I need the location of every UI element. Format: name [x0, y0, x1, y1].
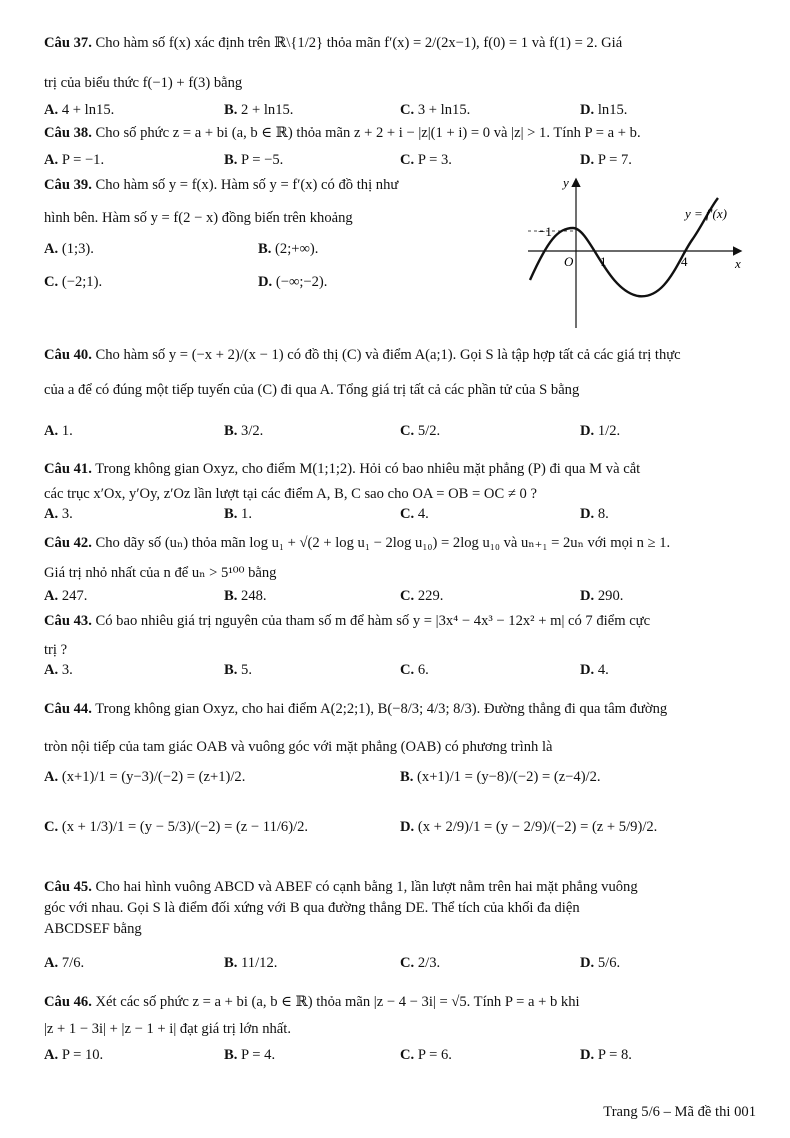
q38-option-b: B. P = −5. [224, 152, 284, 168]
q39-option-a: A. (1;3). [44, 241, 94, 257]
q45-stem-line3: ABCDSEF bằng [44, 921, 142, 937]
q40-option-d: D. 1/2. [580, 423, 621, 439]
q43-option-c: C. 6. [400, 662, 429, 678]
q40-option-b: B. 3/2. [224, 423, 264, 439]
q38-option-a: A. P = −1. [44, 152, 105, 168]
q46-option-a: A. P = 10. [44, 1047, 104, 1063]
q38-option-d: D. P = 7. [580, 152, 632, 168]
q44-option-a: A. (x+1)/1 = (y−3)/(−2) = (z+1)/2. [44, 769, 246, 785]
q41-option-c: C. 4. [400, 506, 429, 522]
q43-stem-line1: Câu 43. Có bao nhiêu giá trị nguyên của tham số m để hàm số y = |3x⁴ − 4x³ − 12x² + m| có 7 điểm cực [44, 613, 651, 629]
q40-stem-line1: Câu 40. Cho hàm số y = (−x + 2)/(x − 1) có đồ thị (C) và điểm A(a;1). Gọi S là tập hợp tất cả các giá trị thực [44, 347, 681, 363]
q42-option-b: B. 248. [224, 588, 267, 604]
q46-option-d: D. P = 8. [580, 1047, 632, 1063]
q37-stem-line1: Câu 37. Cho hàm số f(x) xác định trên ℝ\{1/2} thỏa mãn f′(x) = 2/(2x−1), f(0) = 1 và f(1) = 2. Giá [44, 35, 623, 51]
q45-option-a: A. 7/6. [44, 955, 85, 971]
q43-stem-line2: trị ? [44, 642, 68, 658]
q44-stem-line1: Câu 44. Trong không gian Oxyz, cho hai điểm A(2;2;1), B(−8/3; 4/3; 8/3). Đường thẳng đi qua tâm đường [44, 701, 668, 717]
q39-option-b: B. (2;+∞). [258, 241, 319, 257]
q45-option-d: D. 5/6. [580, 955, 621, 971]
q42-stem-line1: Câu 42. Cho dãy số (uₙ) thỏa mãn log u₁ + √(2 + log u₁ − 2log u₁₀) = 2log u₁₀ và uₙ₊₁ = 2uₙ với mọi n ≥ 1. [44, 535, 671, 551]
q41-option-b: B. 1. [224, 506, 252, 522]
q45-option-b: B. 11/12. [224, 955, 278, 971]
q41-stem-line1: Câu 41. Trong không gian Oxyz, cho điểm M(1;1;2). Hỏi có bao nhiêu mặt phẳng (P) đi qua M và cắt [44, 461, 641, 477]
q45-stem-line1: Câu 45. Cho hai hình vuông ABCD và ABEF có cạnh bằng 1, lần lượt nằm trên hai mặt phẳng vuông [44, 879, 638, 895]
q37-option-a: A. 4 + ln15. [44, 102, 115, 118]
origin-label: O [564, 254, 574, 269]
q37-option-d: D. ln15. [580, 102, 628, 118]
x-axis-label: x [735, 256, 741, 271]
tick-label-neg1: −1 [538, 224, 552, 239]
q37-stem-line2: trị của biểu thức f(−1) + f(3) bằng [44, 75, 243, 91]
q42-option-c: C. 229. [400, 588, 444, 604]
tick-label-4: 4 [681, 254, 688, 269]
q38-option-c: C. P = 3. [400, 152, 452, 168]
q43-option-a: A. 3. [44, 662, 73, 678]
q39-stem-line1: Câu 39. Cho hàm số y = f(x). Hàm số y = f′(x) có đồ thị như [44, 177, 399, 193]
q39-stem-line2: hình bên. Hàm số y = f(2 − x) đồng biến trên khoảng [44, 210, 353, 226]
q39-option-d: D. (−∞;−2). [258, 274, 328, 290]
q43-option-b: B. 5. [224, 662, 252, 678]
q44-stem-line2: tròn nội tiếp của tam giác OAB và vuông góc với mặt phẳng (OAB) có phương trình là [44, 739, 553, 755]
q44-option-d: D. (x + 2/9)/1 = (y − 2/9)/(−2) = (z + 5/9)/2. [400, 819, 658, 835]
q46-option-b: B. P = 4. [224, 1047, 276, 1063]
q44-option-b: B. (x+1)/1 = (y−8)/(−2) = (z−4)/2. [400, 769, 601, 785]
q45-option-c: C. 2/3. [400, 955, 441, 971]
curve-label: y = f′(x) [685, 206, 727, 221]
page-footer: Trang 5/6 – Mã đề thi 001 [603, 1104, 756, 1120]
q45-stem-line2: góc với nhau. Gọi S là điểm đối xứng với B qua đường thẳng DE. Thể tích của khối đa diện [44, 900, 580, 916]
y-axis-label: y [563, 175, 569, 190]
q42-option-a: A. 247. [44, 588, 88, 604]
q44-option-c: C. (x + 1/3)/1 = (y − 5/3)/(−2) = (z − 11/6)/2. [44, 819, 309, 835]
q46-stem-line2: |z + 1 − 3i| + |z − 1 + i| đạt giá trị lớn nhất. [44, 1021, 291, 1037]
q41-option-a: A. 3. [44, 506, 73, 522]
q37-option-c: C. 3 + ln15. [400, 102, 471, 118]
q40-option-c: C. 5/2. [400, 423, 441, 439]
q46-stem-line1: Câu 46. Xét các số phức z = a + bi (a, b ∈ ℝ) thỏa mãn |z − 4 − 3i| = √5. Tính P = a + b khi [44, 994, 580, 1010]
q41-stem-line2: các trục x′Ox, y′Oy, z′Oz lần lượt tại các điểm A, B, C sao cho OA = OB = OC ≠ 0 ? [44, 486, 537, 502]
q38-stem-line1: Câu 38. Cho số phức z = a + bi (a, b ∈ ℝ) thỏa mãn z + 2 + i − |z|(1 + i) = 0 và |z| > 1. Tính P = a + b. [44, 125, 641, 141]
q41-option-d: D. 8. [580, 506, 609, 522]
q42-stem-line2: Giá trị nhỏ nhất của n để uₙ > 5¹⁰⁰ bằng [44, 565, 277, 581]
q40-option-a: A. 1. [44, 423, 73, 439]
q37-option-b: B. 2 + ln15. [224, 102, 294, 118]
q43-option-d: D. 4. [580, 662, 609, 678]
q46-option-c: C. P = 6. [400, 1047, 452, 1063]
q39-derivative-graph [528, 170, 758, 330]
tick-label-1: 1 [600, 254, 607, 269]
q39-option-c: C. (−2;1). [44, 274, 103, 290]
q40-stem-line2: của a để có đúng một tiếp tuyến của (C) đi qua A. Tổng giá trị tất cả các phần tử của S bằng [44, 382, 580, 398]
q42-option-d: D. 290. [580, 588, 624, 604]
